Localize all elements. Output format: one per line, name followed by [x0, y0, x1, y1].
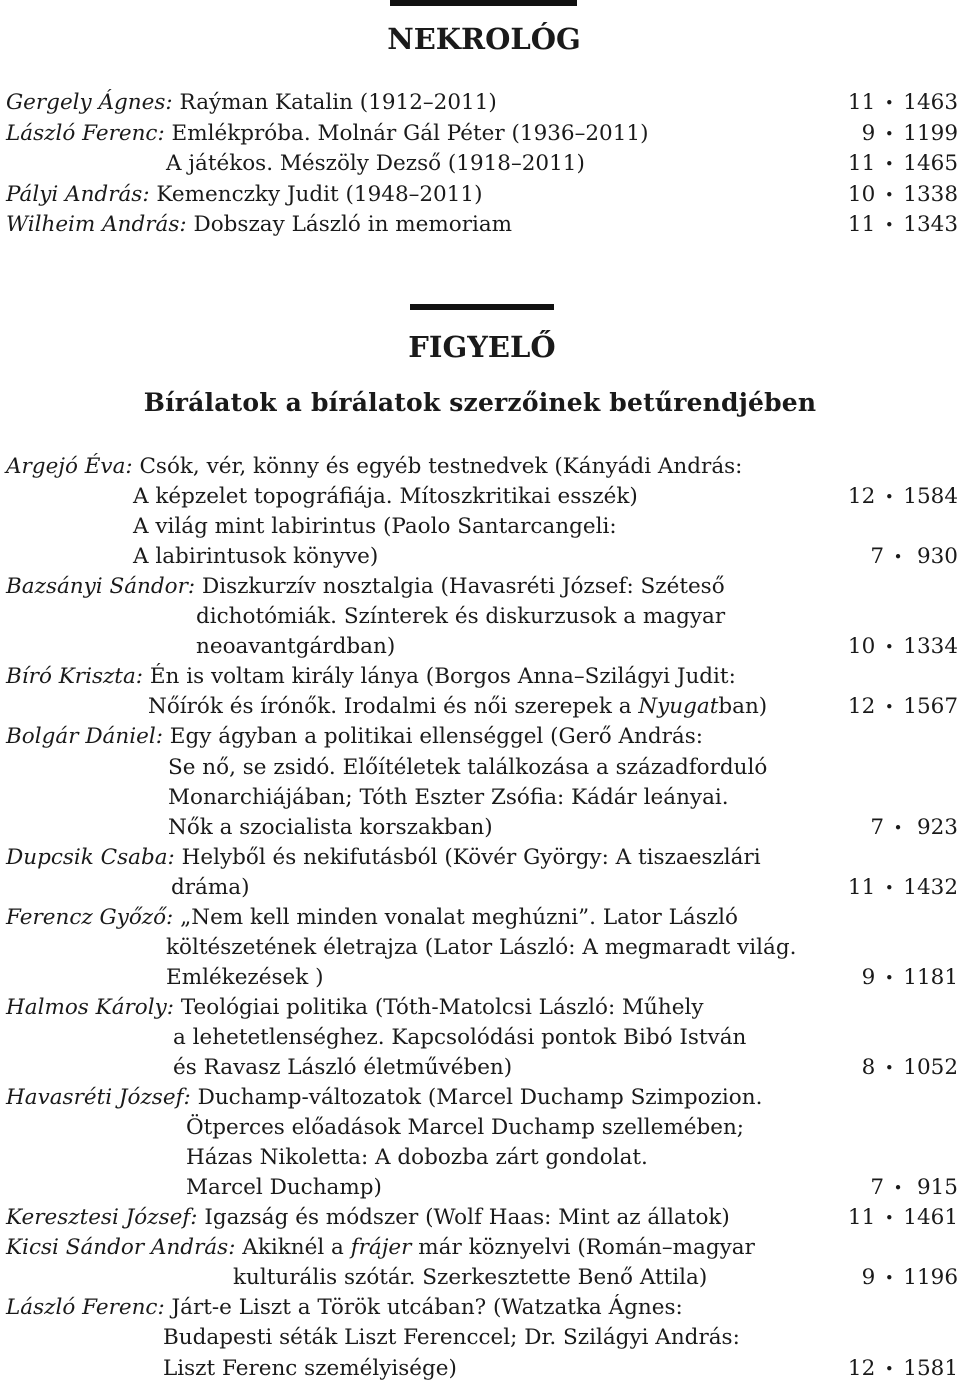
review-text — [6, 843, 761, 873]
entry-title: Raýman Katalin (1912–2011) — [172, 90, 497, 115]
review-line — [0, 602, 960, 632]
bullet-separator: • — [884, 878, 894, 897]
review-title: Én is voltam király lánya (Borgos Anna–Szilágyi Judit: — [143, 664, 736, 690]
review-title: neoavantgárdban) — [196, 634, 396, 660]
bullet-separator: • — [884, 488, 894, 507]
issue-number: 7 — [870, 814, 884, 840]
review-title: Teológiai politika (Tóth-Matolcsi László: Műhely — [174, 994, 704, 1020]
entry-author: Gergely Ágnes: — [6, 90, 173, 115]
review-line — [0, 873, 960, 903]
page-reference — [845, 963, 958, 993]
review-title: A képzelet topográfiája. Mítoszkritikai esszék) — [133, 484, 638, 510]
page-number: 1584 — [903, 484, 958, 510]
entry-title: A játékos. Mészöly Dezső (1918–2011) — [166, 151, 585, 177]
page-reference — [854, 542, 958, 572]
bullet-separator: • — [893, 1179, 903, 1198]
review-author: Bíró Kriszta: — [6, 664, 144, 690]
page-number: 1567 — [903, 694, 958, 720]
review-title: Igazság és módszer (Wolf Haas: Mint az állatok) — [197, 1205, 730, 1231]
entry-title: Kemenczky Judit (1948–2011) — [149, 181, 483, 207]
review-line — [0, 1354, 960, 1384]
review-text — [168, 813, 493, 843]
review-line — [0, 1023, 960, 1053]
entry-title: Dobszay László in memoriam — [186, 212, 513, 238]
review-title: Járt-e Liszt a Török utcában? (Watzatka Ágnes: — [164, 1295, 683, 1321]
review-text — [6, 662, 736, 692]
page-reference — [845, 119, 958, 149]
review-text — [148, 692, 767, 722]
page-reference — [845, 1263, 958, 1293]
page-reference — [845, 1203, 958, 1233]
issue-number: 11 — [847, 90, 876, 115]
bullet-separator: • — [884, 638, 894, 657]
page-number: 1196 — [903, 1265, 958, 1291]
bullet-separator: • — [884, 698, 894, 717]
review-text — [6, 1083, 762, 1113]
italic-title: frájer — [350, 1235, 412, 1261]
review-title: Se nő, se zsidó. Előítéletek találkozása a századforduló — [168, 754, 768, 780]
review-title: a lehetetlenséghez. Kapcsolódási pontok Bibó István — [173, 1024, 747, 1050]
review-title: Marcel Duchamp) — [186, 1175, 382, 1201]
review-line — [0, 572, 960, 602]
issue-number: 12 — [847, 1355, 876, 1381]
entry-text — [6, 88, 497, 118]
review-line — [0, 482, 960, 512]
page-reference — [854, 813, 958, 843]
review-line — [0, 1113, 960, 1143]
section-rule — [410, 304, 554, 310]
review-author: Bazsányi Sándor: — [6, 574, 196, 600]
page-reference — [845, 873, 958, 903]
review-text — [173, 1023, 746, 1053]
review-title-cont: ban) — [718, 694, 768, 720]
issue-number: 7 — [870, 1175, 884, 1201]
page-number: 1461 — [903, 1205, 958, 1231]
review-title: „Nem kell minden vonalat meghúzni”. Lator László — [173, 904, 738, 930]
bullet-separator: • — [884, 1359, 894, 1378]
entry-text — [6, 210, 512, 240]
review-title: Diszkurzív nosztalgia (Havasréti József: Széteső — [195, 574, 725, 600]
review-line — [0, 512, 960, 542]
review-line — [0, 542, 960, 572]
review-title: A labirintusok könyve) — [133, 544, 379, 570]
review-text — [6, 452, 742, 482]
page-number: 930 — [916, 544, 958, 570]
issue-number: 12 — [847, 484, 876, 510]
nekrolog-heading: NEKROLÓG — [387, 22, 581, 56]
review-text — [6, 1203, 730, 1233]
nekrolog-entry — [0, 149, 960, 179]
review-text — [133, 512, 617, 542]
issue-number: 12 — [847, 694, 876, 720]
review-author: Halmos Károly: — [6, 994, 175, 1020]
review-line — [0, 452, 960, 482]
review-line — [0, 632, 960, 662]
review-title: Emlékezések ) — [166, 964, 324, 990]
review-line — [0, 1203, 960, 1233]
review-line — [0, 662, 960, 692]
issue-number: 11 — [847, 212, 876, 238]
review-title: Egy ágyban a politikai ellenséggel (Gerő András: — [162, 724, 703, 750]
issue-number: 11 — [847, 151, 876, 177]
bullet-separator: • — [884, 968, 894, 987]
page-number: 1181 — [903, 964, 958, 990]
review-text — [186, 1143, 648, 1173]
review-line — [0, 993, 960, 1023]
review-text — [166, 963, 324, 993]
review-title: költészetének életrajza (Lator László: A megmaradt világ. — [166, 934, 797, 960]
review-title: és Ravasz László életművében) — [173, 1055, 513, 1080]
review-text — [163, 1354, 457, 1384]
bullet-separator: • — [884, 94, 894, 112]
review-line — [0, 813, 960, 843]
review-line — [0, 1083, 960, 1113]
entry-text — [6, 180, 482, 210]
page-reference — [845, 149, 958, 179]
review-text — [166, 933, 796, 963]
issue-number: 8 — [861, 1055, 876, 1080]
issue-number: 9 — [861, 120, 876, 146]
review-author: Dupcsik Csaba: — [6, 844, 175, 870]
issue-number: 10 — [847, 634, 876, 660]
review-text — [186, 1113, 744, 1143]
review-text — [6, 903, 738, 933]
review-title: Nőírók és írónők. Irodalmi és női szerepek a — [148, 694, 639, 720]
review-text — [163, 1323, 740, 1353]
nekrolog-entry — [0, 180, 960, 210]
review-author: Argejó Éva: — [6, 454, 133, 479]
issue-number: 11 — [847, 1205, 876, 1231]
review-author: Bolgár Dániel: — [6, 724, 163, 750]
review-author: Kicsi Sándor András: — [6, 1235, 236, 1261]
entry-author: László Ferenc: — [6, 120, 165, 146]
page-number: 1343 — [903, 212, 958, 238]
review-title: Liszt Ferenc személyisége) — [163, 1355, 457, 1381]
review-author: Keresztesi József: — [6, 1205, 198, 1231]
review-title: Ötperces előadások Marcel Duchamp szellemében; — [186, 1115, 745, 1141]
review-title: Házas Nikoletta: A dobozba zárt gondolat. — [186, 1145, 648, 1171]
review-line — [0, 1173, 960, 1203]
review-text — [196, 602, 725, 632]
review-text — [168, 783, 729, 813]
review-line — [0, 722, 960, 752]
page-number: 1432 — [903, 874, 958, 900]
review-text — [6, 1233, 755, 1263]
bullet-separator: • — [893, 818, 903, 837]
page-number: 1338 — [903, 181, 958, 207]
figyelo-subheading: Bírálatok a bírálatok szerzőinek betűrendjében — [143, 388, 817, 417]
issue-number: 9 — [861, 964, 876, 990]
review-line — [0, 1293, 960, 1323]
issue-number: 11 — [847, 874, 876, 900]
page-number: 915 — [916, 1175, 958, 1201]
review-text — [173, 1053, 512, 1083]
page-reference — [845, 210, 958, 240]
review-title: dichotómiák. Színterek és diskurzusok a magyar — [196, 604, 726, 630]
review-line — [0, 1143, 960, 1173]
review-line — [0, 1323, 960, 1353]
review-author: László Ferenc: — [6, 1295, 165, 1321]
review-text — [171, 873, 249, 903]
bullet-separator: • — [884, 1209, 894, 1228]
review-line — [0, 753, 960, 783]
issue-number: 7 — [870, 544, 884, 570]
bullet-separator: • — [884, 155, 894, 174]
bullet-separator: • — [884, 185, 894, 204]
bullet-separator: • — [884, 124, 894, 143]
review-line — [0, 843, 960, 873]
page-number: 1199 — [903, 120, 958, 146]
review-text — [186, 1173, 382, 1203]
bullet-separator: • — [893, 548, 903, 567]
bullet-separator: • — [884, 1059, 894, 1077]
review-line — [0, 1263, 960, 1293]
review-line — [0, 903, 960, 933]
page-reference — [845, 1053, 958, 1083]
page-number: 1052 — [903, 1055, 958, 1080]
entry-text — [6, 119, 648, 149]
review-line — [0, 1233, 960, 1263]
review-title: kulturális szótár. Szerkesztette Benő Attila) — [233, 1265, 708, 1291]
entry-author: Wilheim András: — [6, 212, 187, 238]
review-title: Budapesti séták Liszt Ferenccel; Dr. Szilágyi András: — [163, 1325, 740, 1351]
review-line — [0, 692, 960, 722]
review-line — [0, 933, 960, 963]
entry-author: Pályi András: — [6, 181, 150, 207]
page-number: 1463 — [903, 90, 958, 115]
page-number: 1581 — [903, 1355, 958, 1381]
entry-title: Emlékpróba. Molnár Gál Péter (1936–2011) — [164, 120, 649, 146]
page-number: 923 — [916, 814, 958, 840]
nekrolog-entry — [0, 119, 960, 149]
review-title: A világ mint labirintus (Paolo Santarcangeli: — [133, 514, 617, 540]
review-author: Havasréti József: — [6, 1085, 191, 1111]
review-title: Helyből és nekifutásból (Kövér György: A tiszaeszlári — [174, 844, 761, 870]
review-text — [6, 993, 703, 1023]
bullet-separator: • — [884, 216, 894, 235]
review-text — [6, 572, 725, 602]
top-rule — [390, 0, 577, 6]
nekrolog-entry — [0, 88, 960, 118]
figyelo-heading: FIGYELŐ — [408, 330, 556, 364]
review-text — [133, 542, 378, 572]
review-text — [168, 753, 767, 783]
review-title-cont: már köznyelvi (Román–magyar — [411, 1235, 755, 1261]
issue-number: 10 — [847, 181, 876, 207]
page-reference — [854, 1173, 958, 1203]
review-title: Csók, vér, könny és egyéb testnedvek (Kányádi András: — [132, 454, 743, 479]
issue-number: 9 — [861, 1265, 876, 1291]
review-line — [0, 963, 960, 993]
review-title: Monarchiájában; Tóth Eszter Zsófia: Kádár leányai. — [168, 784, 729, 810]
review-line — [0, 1053, 960, 1083]
review-title: Duchamp-változatok (Marcel Duchamp Szimpozion. — [190, 1085, 763, 1111]
review-text — [6, 722, 703, 752]
page-reference — [845, 88, 958, 118]
review-line — [0, 783, 960, 813]
nekrolog-entry — [0, 210, 960, 240]
review-text — [6, 1293, 683, 1323]
entry-text — [166, 149, 585, 179]
review-title: Akiknél a — [235, 1235, 351, 1261]
review-title: Nők a szocialista korszakban) — [168, 814, 493, 840]
page-reference — [845, 180, 958, 210]
page-reference — [845, 692, 958, 722]
review-text — [133, 482, 638, 512]
review-text — [233, 1263, 707, 1293]
italic-title: Nyugat — [638, 694, 719, 720]
bullet-separator: • — [884, 1269, 894, 1288]
page-number: 1334 — [903, 634, 958, 660]
page-reference — [845, 482, 958, 512]
review-title: dráma) — [171, 874, 250, 900]
page-number: 1465 — [903, 151, 958, 177]
page-reference — [845, 1354, 958, 1384]
review-text — [196, 632, 395, 662]
review-author: Ferencz Győző: — [6, 904, 174, 930]
page-reference — [845, 632, 958, 662]
